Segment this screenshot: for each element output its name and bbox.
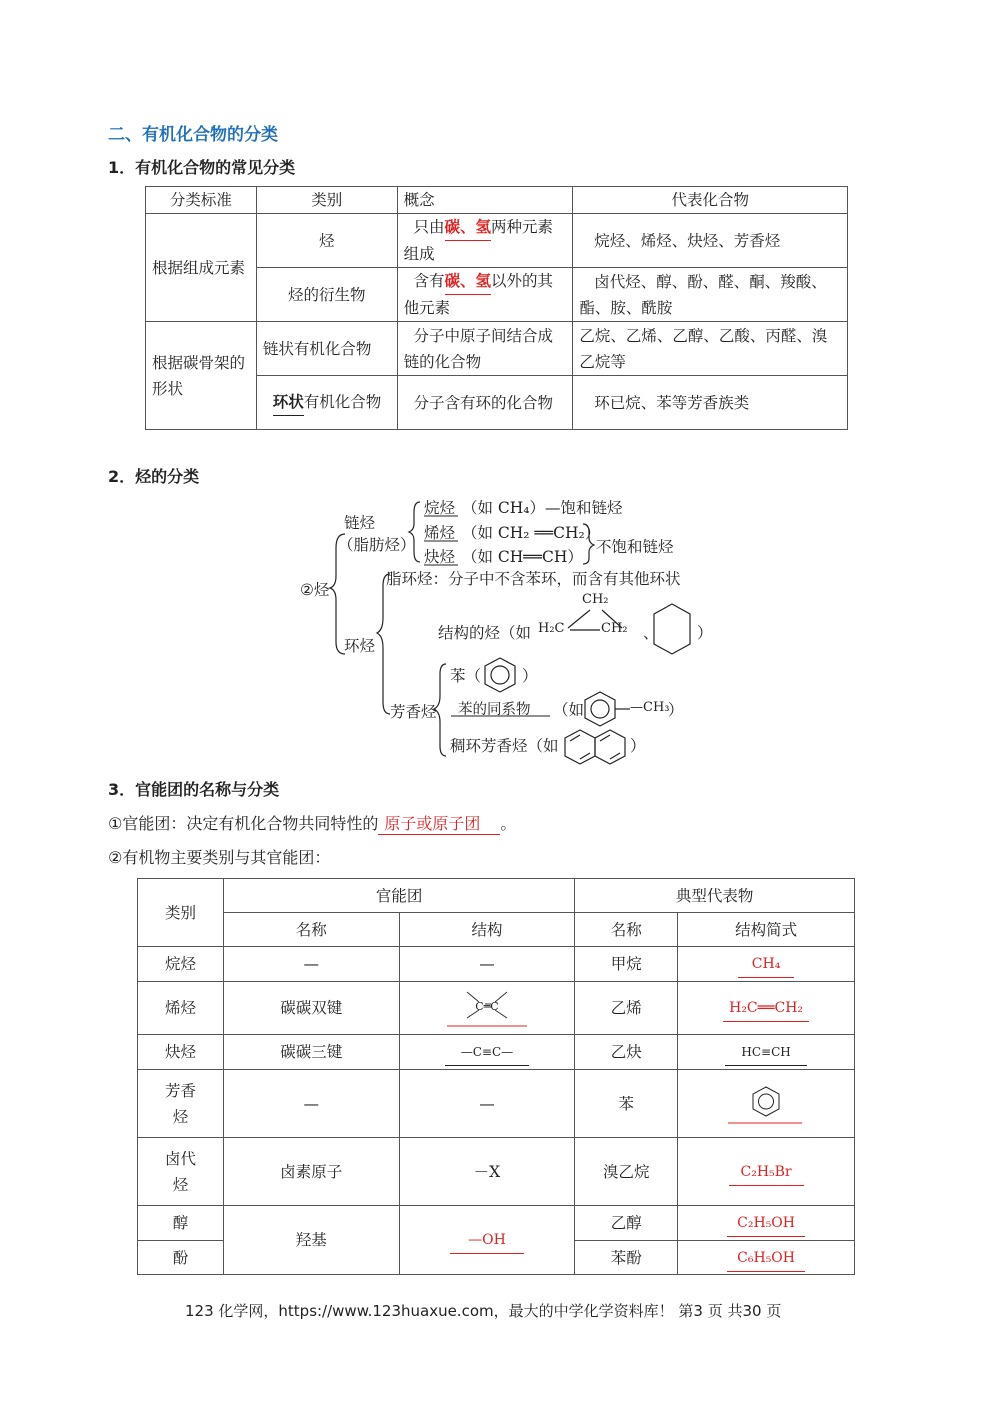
header-concept: 概念 [397, 187, 573, 214]
tree-comma: 、 [643, 624, 659, 642]
fg-name-aromatic: — [223, 1070, 399, 1138]
header-standard: 分类标准 [146, 187, 257, 214]
tree-benzene: 苯（ [450, 667, 482, 685]
cell-hydrocarbon: 烃 [256, 214, 397, 268]
tree-close-1: ） [697, 624, 713, 642]
tree-chain: 链烃 [344, 514, 376, 532]
fg-struct-hydroxyl: —OH [399, 1206, 575, 1275]
tree-alkene: 烯烃 [424, 524, 456, 542]
header-class: 类别 [138, 879, 224, 947]
tree-fused: 稠环芳香烃（如 [450, 737, 559, 755]
rep-name-aromatic: 苯 [575, 1070, 678, 1138]
svg-text:C═C: C═C [475, 1000, 499, 1013]
class-alkyne: 炔烃 [138, 1035, 224, 1070]
section-title: 二、有机化合物的分类 [108, 125, 278, 145]
class-alkene: 烯烃 [138, 982, 224, 1035]
subsection-title-3: 3．官能团的名称与分类 [108, 780, 280, 799]
tree-root: ②烃 [300, 581, 330, 599]
class-alcohol: 醇 [138, 1206, 224, 1241]
tree-h2c: H₂C [538, 621, 565, 636]
cell-rep-ring: 环已烷、苯等芳香族类 [573, 376, 848, 430]
tree-alkane-example: （如 CH₄）—饱和链烃 [462, 499, 623, 517]
tree-close-3: ） [668, 701, 684, 719]
double-bond-icon [445, 986, 529, 1030]
cell-rep-derivative: 卤代烃、醇、酚、醛、酮、羧酸、酯、胺、酰胺 [573, 268, 848, 322]
rep-name-alkene: 乙烯 [575, 982, 678, 1035]
tree-unsaturated: 不饱和链烃 [596, 538, 674, 556]
rep-name-alcohol: 乙醇 [575, 1206, 678, 1241]
header-representative: 典型代表物 [575, 879, 855, 913]
cell-rep-chain: 乙烷、乙烯、乙醇、乙酸、丙醛、溴乙烷等 [573, 322, 848, 376]
rep-name-phenol: 苯酚 [575, 1241, 678, 1275]
tree-struct: 结构的烃（如 [438, 624, 532, 642]
rep-name-alkyne: 乙炔 [575, 1035, 678, 1070]
fill-atom-group: 原子或原子团 [378, 811, 500, 835]
header-representative: 代表化合物 [573, 187, 848, 214]
fg-name-alkyne: 碳碳三键 [223, 1035, 399, 1070]
fg-struct-alkane: — [399, 947, 575, 982]
fg-struct-alkyne: —C≡C— [399, 1035, 575, 1070]
cell-standard-composition: 根据组成元素 [146, 214, 257, 322]
class-halide: 卤代烃 [138, 1138, 224, 1206]
paragraph-functional-group: ①官能团：决定有机化合物共同特性的 原子或原子团 。 [108, 811, 516, 835]
subsection-title-1: 1．有机化合物的常见分类 [108, 158, 296, 177]
tree-ch3: —CH₃ [630, 700, 670, 715]
rep-formula-alkene: H₂C══CH₂ [678, 982, 855, 1035]
tree-ch2-right: CH₂ [601, 621, 628, 636]
rep-name-halide: 溴乙烷 [575, 1138, 678, 1206]
tree-homolog: 苯的同系物 [458, 702, 531, 718]
header-functional-group: 官能团 [223, 879, 574, 913]
cell-concept-chain: 分子中原子间结合成链的化合物 [397, 322, 573, 376]
tree-homolog-example: （如 [553, 701, 585, 719]
tree-alicyclic: 脂环烃：分子中不含苯环，而含有其他环状 [386, 570, 681, 588]
tree-ch2-top: CH₂ [582, 592, 609, 607]
tree-close-4: ） [630, 737, 646, 755]
cell-rep-hydrocarbon: 烷烃、烯烃、炔烃、芳香烃 [573, 214, 848, 268]
cell-concept-ring: 分子含有环的化合物 [397, 376, 573, 430]
header-category: 类别 [256, 187, 397, 214]
functional-group-table [137, 878, 855, 1275]
cell-standard-skeleton: 根据碳骨架的形状 [146, 322, 257, 430]
cell-concept-hydrocarbon: 只由碳、氢两种元素组成 [397, 214, 573, 268]
cell-concept-derivative: 含有碳、氢以外的其他元素 [397, 268, 573, 322]
header-rep-name: 名称 [575, 913, 678, 947]
cell-ring: 环状有机化合物 [256, 376, 397, 430]
fg-struct-halide: －X [399, 1138, 575, 1206]
fg-struct-alkene [399, 982, 575, 1035]
tree-ring: 环烃 [344, 637, 376, 655]
tree-aromatic: 芳香烃 [390, 703, 437, 721]
paragraph-main-classes: ②有机物主要类别与其官能团： [108, 848, 331, 867]
header-fg-name: 名称 [223, 913, 399, 947]
class-phenol: 酚 [138, 1241, 224, 1275]
rep-formula-alkyne: HC≡CH [678, 1035, 855, 1070]
rep-formula-alcohol: C₂H₅OH [678, 1206, 855, 1241]
tree-alkyne-example: （如 CH══CH） [462, 548, 583, 566]
subsection-title-2: 2．烃的分类 [108, 467, 200, 486]
tree-close-2: ） [522, 667, 538, 685]
cell-chain: 链状有机化合物 [256, 322, 397, 376]
cell-derivative: 烃的衍生物 [256, 268, 397, 322]
tree-chain-aliphatic: （脂肪烃） [338, 536, 416, 554]
fg-name-halide: 卤素原子 [223, 1138, 399, 1206]
tree-alkyne: 炔烃 [424, 548, 456, 566]
fg-name-hydroxyl: 羟基 [223, 1206, 399, 1275]
header-rep-formula: 结构简式 [678, 913, 855, 947]
rep-formula-phenol: C₆H₅OH [678, 1241, 855, 1275]
fg-name-alkane: — [223, 947, 399, 982]
class-alkane: 烷烃 [138, 947, 224, 982]
tree-alkene-example: （如 CH₂ ══CH₂） [462, 524, 601, 542]
rep-formula-alkane: CH₄ [678, 947, 855, 982]
header-fg-structure: 结构 [399, 913, 575, 947]
fg-struct-aromatic: — [399, 1070, 575, 1138]
tree-alkane: 烷烃 [424, 499, 456, 517]
class-aromatic: 芳香烃 [138, 1070, 224, 1138]
fg-name-alkene: 碳碳双键 [223, 982, 399, 1035]
rep-formula-aromatic [678, 1070, 855, 1138]
page-footer: 123 化学网，https://www.123huaxue.com，最大的中学化学资料库！ 第3 页 共30 页 [185, 1302, 782, 1320]
rep-name-alkane: 甲烷 [575, 947, 678, 982]
rep-formula-halide: C₂H₅Br [678, 1138, 855, 1206]
benzene-icon [726, 1081, 806, 1127]
